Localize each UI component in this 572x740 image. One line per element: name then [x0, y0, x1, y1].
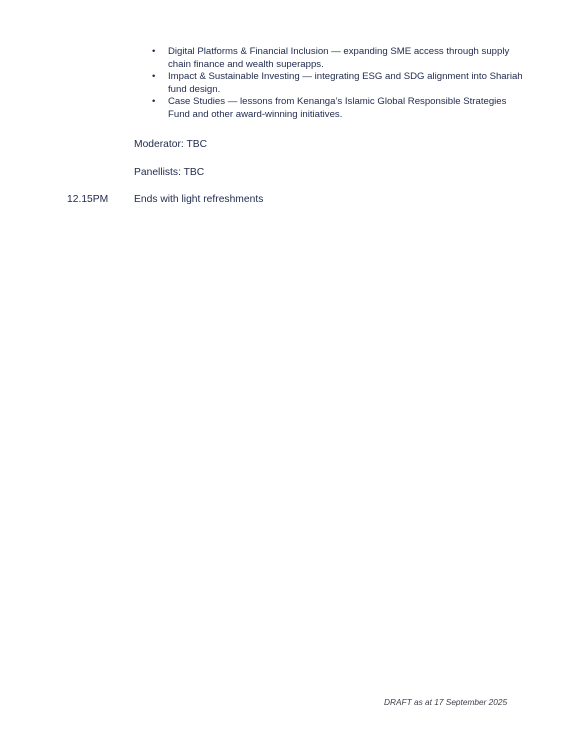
list-item	[150, 71, 530, 96]
moderator-text: Moderator: TBC	[134, 139, 208, 150]
schedule-time: 12.15PM	[67, 194, 109, 205]
bullet-icon: •	[152, 96, 156, 108]
bullet-icon: •	[152, 46, 156, 57]
session-topics-list	[150, 46, 530, 122]
list-item-text: Case Studies — lessons from Kenanga’s Islamic Global Responsible Strategies Fund and other award-winning initiatives.	[168, 96, 507, 120]
list-item-text: Digital Platforms & Financial Inclusion — expanding SME access through supply chain finance and wealth superapps.	[168, 46, 510, 70]
bullet-icon: •	[152, 71, 156, 83]
schedule-item: Ends with light refreshments	[134, 194, 264, 205]
list-item	[150, 96, 530, 121]
list-item-text: Impact & Sustainable Investing — integrating ESG and SDG alignment into Shariah fund design.	[168, 71, 523, 95]
list-item	[150, 46, 530, 71]
draft-footer: DRAFT as at 17 September 2025	[384, 697, 508, 707]
panellists-text: Panellists: TBC	[134, 167, 205, 178]
